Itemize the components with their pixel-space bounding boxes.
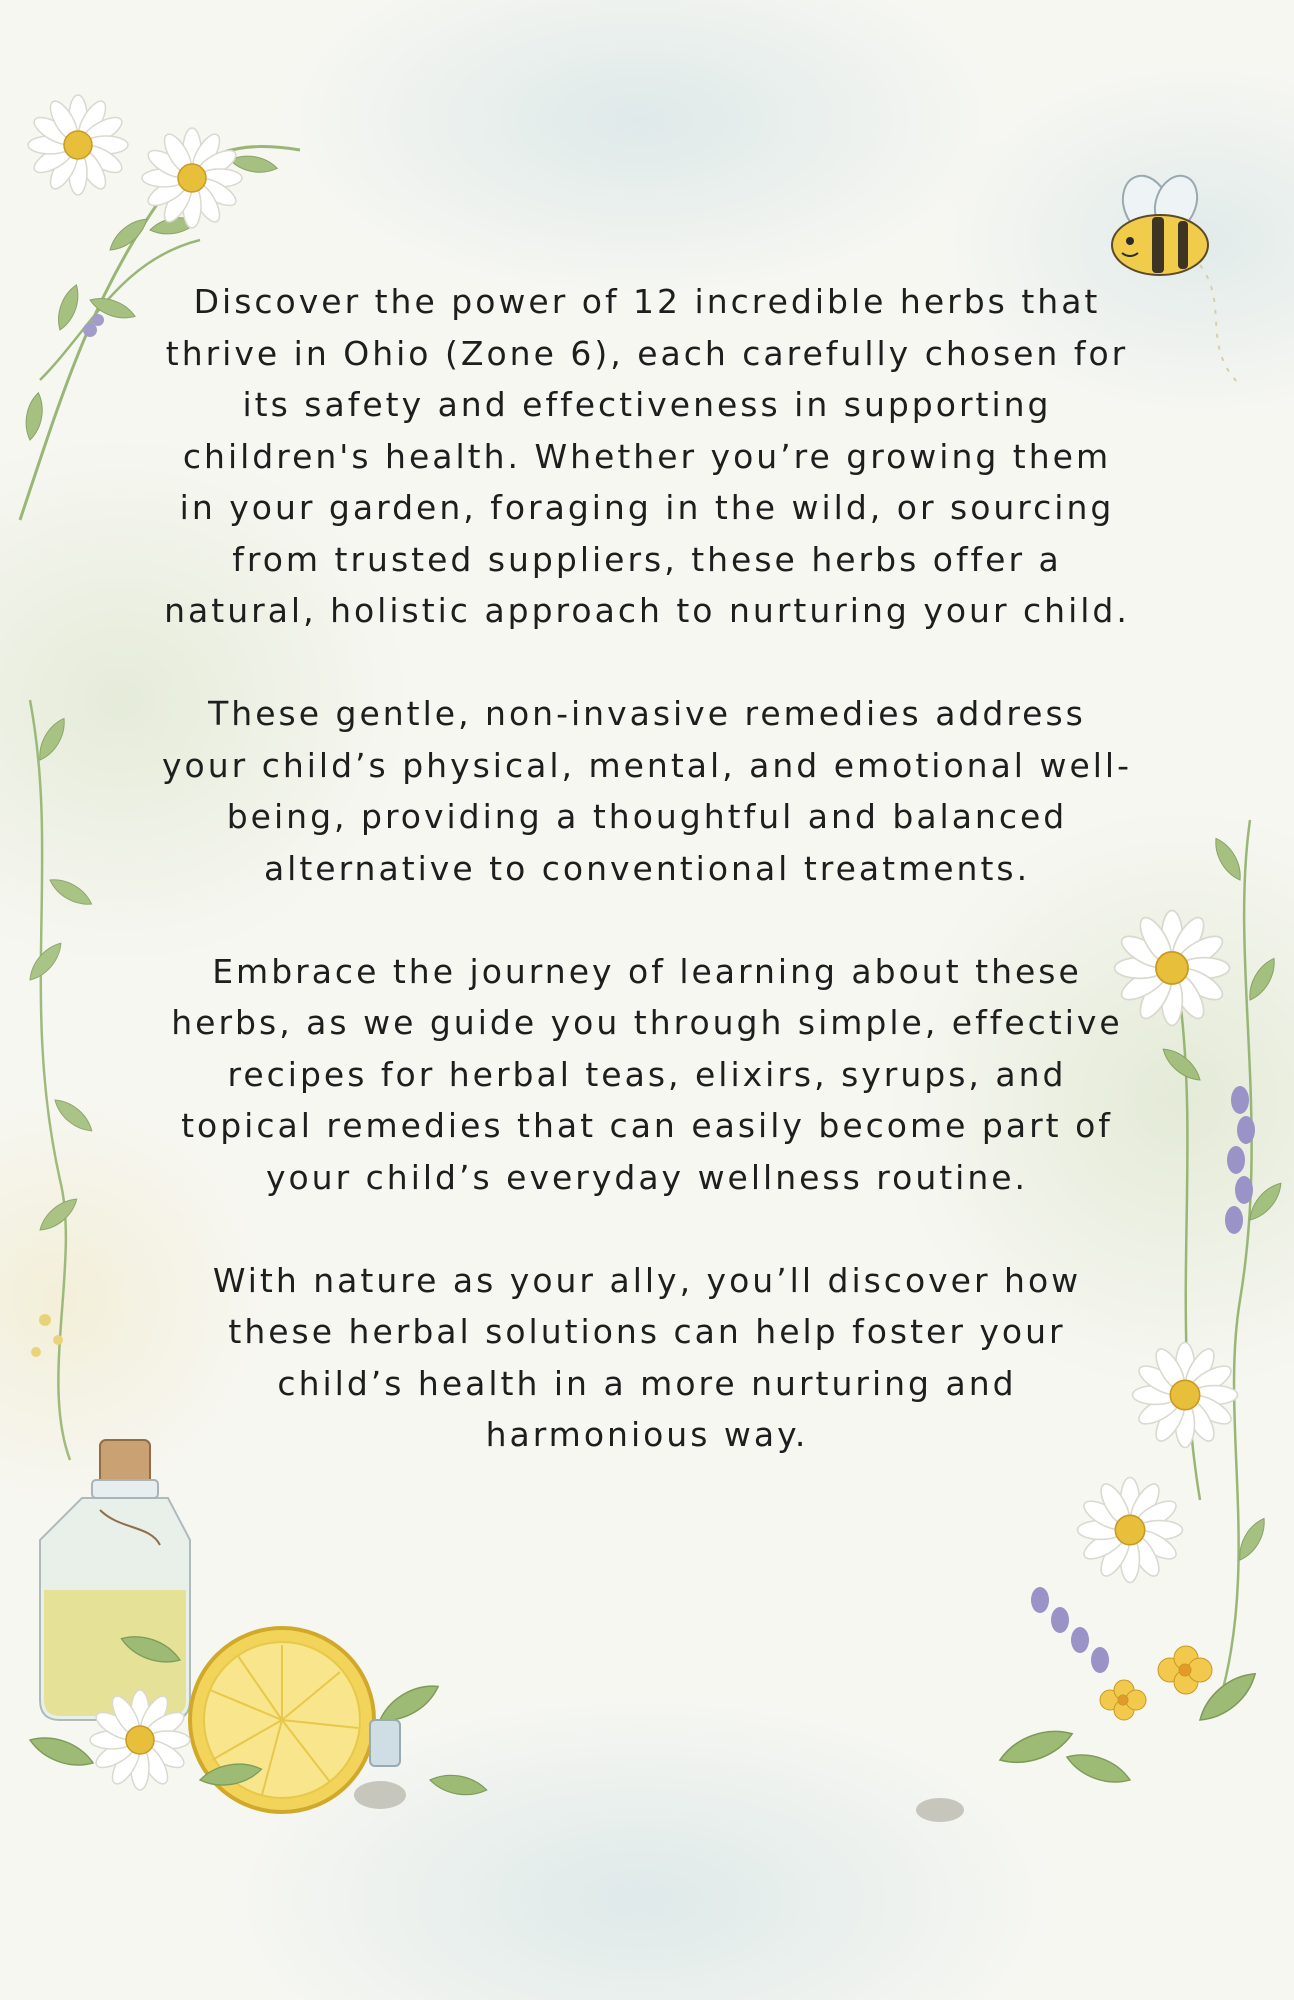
intro-paragraph-1: Discover the power of 12 incredible herbs that thrive in Ohio (Zone 6), each carefully chosen for its safety and effectiveness in supporting children's health. Whether you’re growing them in your garden, foraging in the wild, or sourcing from trusted suppliers, these herbs offer a natural, holistic approach to nurturing your child. bbox=[164, 282, 1130, 630]
intro-paragraph-4: With nature as your ally, you’ll discover how these herbal solutions can help foster your child’s health in a more nurturing and harmonious way. bbox=[212, 1260, 1082, 1454]
intro-paragraph-2: These gentle, non-invasive remedies address your child’s physical, mental, and emotional well-being, providing a thoughtful and balanced alternative to conventional treatments. bbox=[162, 694, 1132, 888]
left-vines bbox=[24, 700, 96, 1460]
daisy-icon bbox=[28, 95, 128, 195]
daisy-icon bbox=[142, 128, 242, 228]
daisy-icon bbox=[1133, 1343, 1238, 1448]
bottom-right-leaves bbox=[916, 1665, 1262, 1822]
intro-text bbox=[160, 276, 1134, 1512]
yellow-flowers bbox=[1100, 1646, 1212, 1720]
intro-paragraph-3: Embrace the journey of learning about these herbs, as we guide you through simple, effective recipes for herbal teas, elixirs, syrups, and topical remedies that can easily become part of your child’s everyday wellness routine. bbox=[171, 951, 1123, 1197]
